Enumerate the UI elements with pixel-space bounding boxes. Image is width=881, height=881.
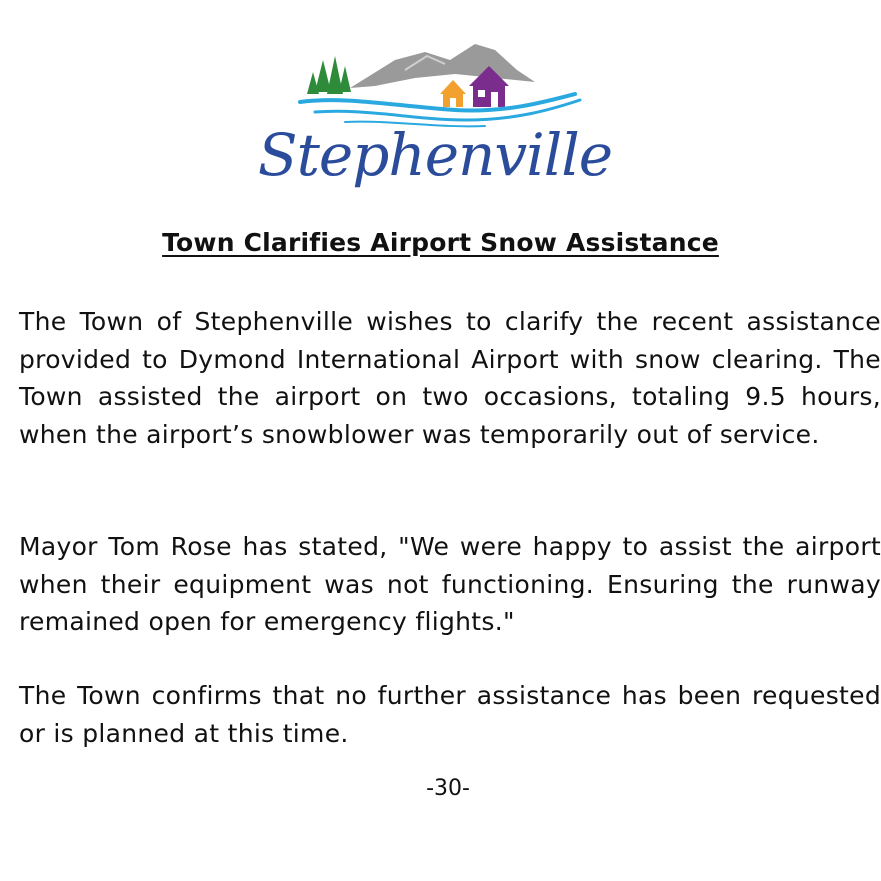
logo-wordmark: Stephenville	[257, 121, 613, 189]
end-mark: -30-	[426, 776, 470, 801]
paragraph-no-further-assistance: The Town confirms that no further assistance has been requested or is planned at this time.	[19, 681, 881, 748]
town-logo	[255, 30, 625, 205]
orange-house-icon	[440, 80, 466, 107]
headline: Town Clarifies Airport Snow Assistance	[162, 228, 719, 257]
paragraph-clarification: The Town of Stephenville wishes to clarify the recent assistance provided to Dymond International Airport with snow clearing. The Town assisted the airport on two occasions, totaling 9.5 hours, when the airport’s snowblower was temporarily out of service.	[19, 307, 881, 449]
paragraph-mayor-quote: Mayor Tom Rose has stated, "We were happy to assist the airport when their equipment was not functioning. Ensuring the runway remained open for emergency flights."	[19, 532, 881, 636]
trees-icon	[307, 56, 351, 94]
mountain-icon	[350, 44, 535, 88]
